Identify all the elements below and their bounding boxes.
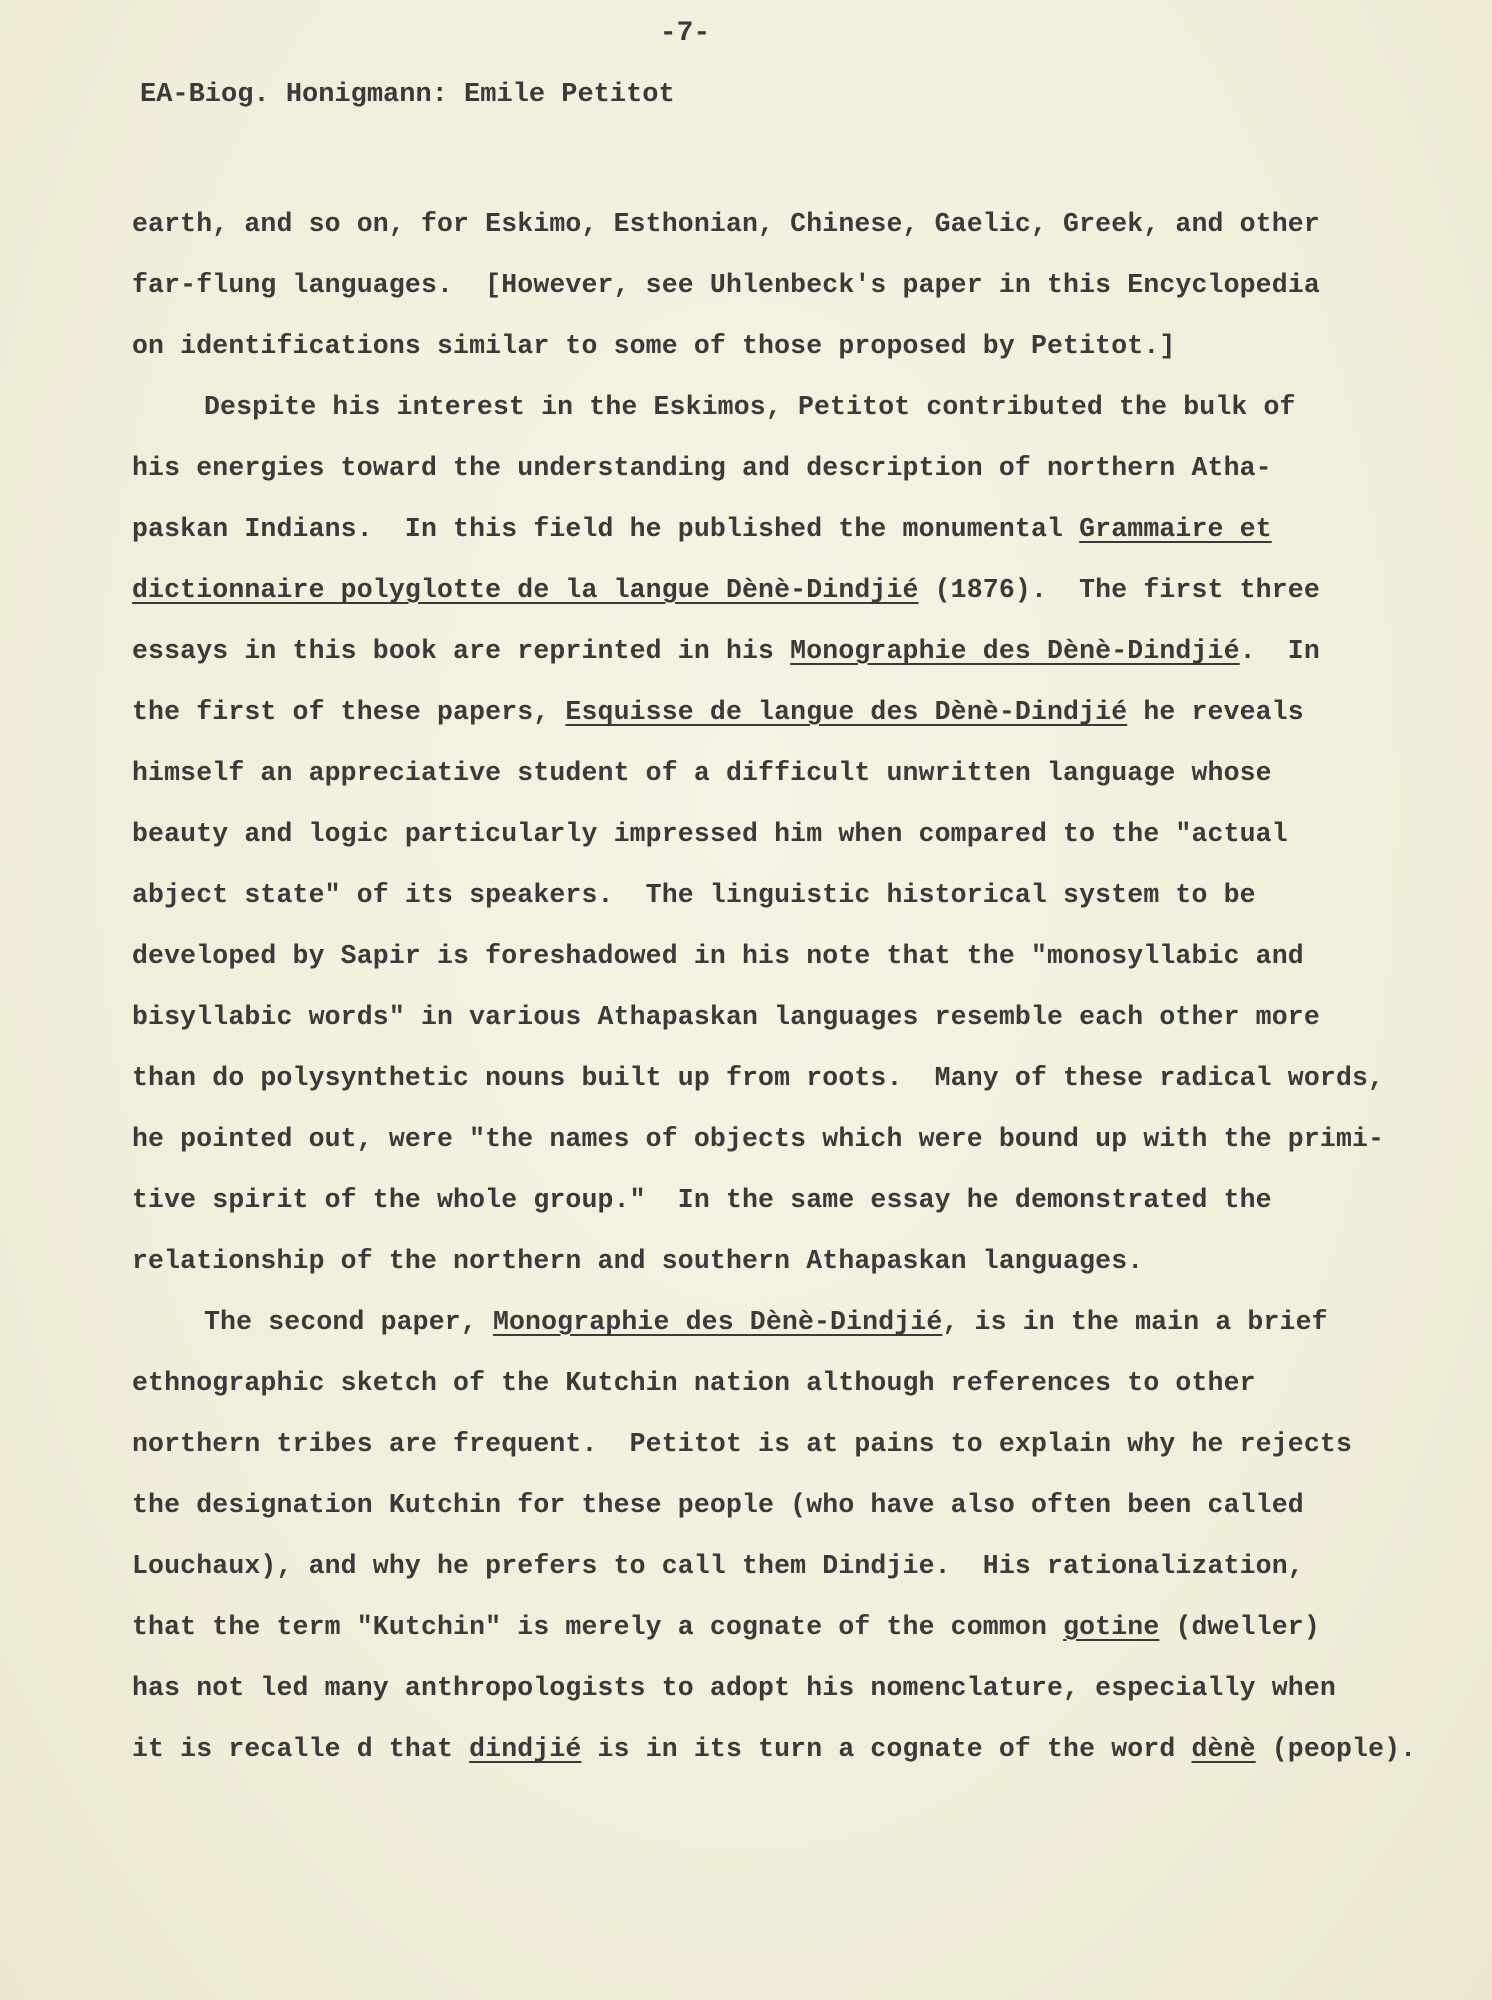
text-line <box>132 1058 1385 1119</box>
text-run: (people). <box>1255 1734 1417 1764</box>
text-run: The second paper, <box>204 1307 493 1337</box>
text-line <box>132 1180 1332 1241</box>
text-line <box>132 1424 1352 1485</box>
text-run: ethnographic sketch of the Kutchin nation although references to other <box>132 1368 1256 1398</box>
body-text <box>132 204 1417 1790</box>
underlined-title: gotine <box>1063 1612 1160 1642</box>
text-line <box>132 753 1332 814</box>
text-run: tive spirit of the whole group." In the same essay he demonstrated the <box>132 1185 1272 1215</box>
text-run: Despite his interest in the Eskimos, Petitot contributed the bulk of <box>204 392 1296 422</box>
text-run: on identifications similar to some of those proposed by Petitot.] <box>132 331 1176 361</box>
text-line <box>132 1729 1417 1790</box>
text-line <box>132 814 1332 875</box>
text-line <box>132 997 1332 1058</box>
text-line <box>132 1241 1332 1302</box>
text-run: essays in this book are reprinted in his <box>132 636 791 666</box>
underlined-title: Esquisse de langue des Dènè-Dindjié <box>565 697 1128 727</box>
text-run: Louchaux), and why he prefers to call them Dindjie. His rationalization, <box>132 1551 1304 1581</box>
text-run: relationship of the northern and southern Athapaskan languages. <box>132 1246 1144 1276</box>
text-line <box>132 1668 1336 1729</box>
text-run: than do polysynthetic nouns built up from roots. Many of these radical words, <box>132 1063 1385 1093</box>
underlined-title: Grammaire et <box>1079 514 1272 544</box>
text-line <box>132 204 1332 265</box>
text-run: paskan Indians. In this field he published the monumental <box>132 514 1080 544</box>
underlined-title: dènè <box>1191 1734 1256 1764</box>
document-header: EA-Biog. Honigmann: Emile Petitot <box>140 80 675 110</box>
text-run: the first of these papers, <box>132 697 566 727</box>
text-run: , is in the main a brief <box>942 1307 1328 1337</box>
text-line <box>132 1363 1332 1424</box>
text-run: that the term "Kutchin" is merely a cognate of the common <box>132 1612 1064 1642</box>
text-run: is in its turn a cognate of the word <box>581 1734 1192 1764</box>
text-run: he pointed out, were "the names of objects which were bound up with the primi- <box>132 1124 1385 1154</box>
text-run: far-flung languages. [However, see Uhlenbeck's paper in this Encyclopedia <box>132 270 1320 300</box>
text-run: it is recalle d that <box>132 1734 470 1764</box>
text-run: the designation Kutchin for these people (who have also often been called <box>132 1490 1304 1520</box>
text-line <box>132 387 1332 448</box>
text-run: abject state" of its speakers. The linguistic historical system to be <box>132 880 1256 910</box>
text-line <box>132 1119 1385 1180</box>
text-run: himself an appreciative student of a difficult unwritten language whose <box>132 758 1272 788</box>
text-line <box>132 265 1332 326</box>
text-line <box>132 1546 1332 1607</box>
underlined-title: Monographie des Dènè-Dindjié <box>492 1307 943 1337</box>
text-line <box>132 1485 1332 1546</box>
text-line <box>132 326 1332 387</box>
text-run: (1876). The first three <box>918 575 1320 605</box>
text-line <box>132 631 1332 692</box>
text-line <box>132 509 1332 570</box>
text-run: has not led many anthropologists to adopt his nomenclature, especially when <box>132 1673 1336 1703</box>
text-line <box>132 875 1332 936</box>
text-run: earth, and so on, for Eskimo, Esthonian, Chinese, Gaelic, Greek, and other <box>132 209 1320 239</box>
text-run: (dweller) <box>1159 1612 1320 1642</box>
text-run: . In <box>1239 636 1320 666</box>
text-run: developed by Sapir is foreshadowed in his note that the "monosyllabic and <box>132 941 1304 971</box>
text-run: northern tribes are frequent. Petitot is at pains to explain why he rejects <box>132 1429 1352 1459</box>
text-line <box>132 1302 1332 1363</box>
underlined-title: dictionnaire polyglotte de la langue Dènè-Dindjié <box>132 575 919 605</box>
text-line <box>132 448 1332 509</box>
text-run: his energies toward the understanding and description of northern Atha- <box>132 453 1272 483</box>
text-line <box>132 570 1332 631</box>
text-run: he reveals <box>1127 697 1304 727</box>
underlined-title: Monographie des Dènè-Dindjié <box>790 636 1240 666</box>
underlined-title: dindjié <box>469 1734 582 1764</box>
text-run: bisyllabic words" in various Athapaskan languages resemble each other more <box>132 1002 1320 1032</box>
text-run: beauty and logic particularly impressed him when compared to the "actual <box>132 819 1288 849</box>
text-line <box>132 1607 1332 1668</box>
text-line <box>132 936 1332 997</box>
page-number: -7- <box>659 18 711 49</box>
text-line <box>132 692 1332 753</box>
